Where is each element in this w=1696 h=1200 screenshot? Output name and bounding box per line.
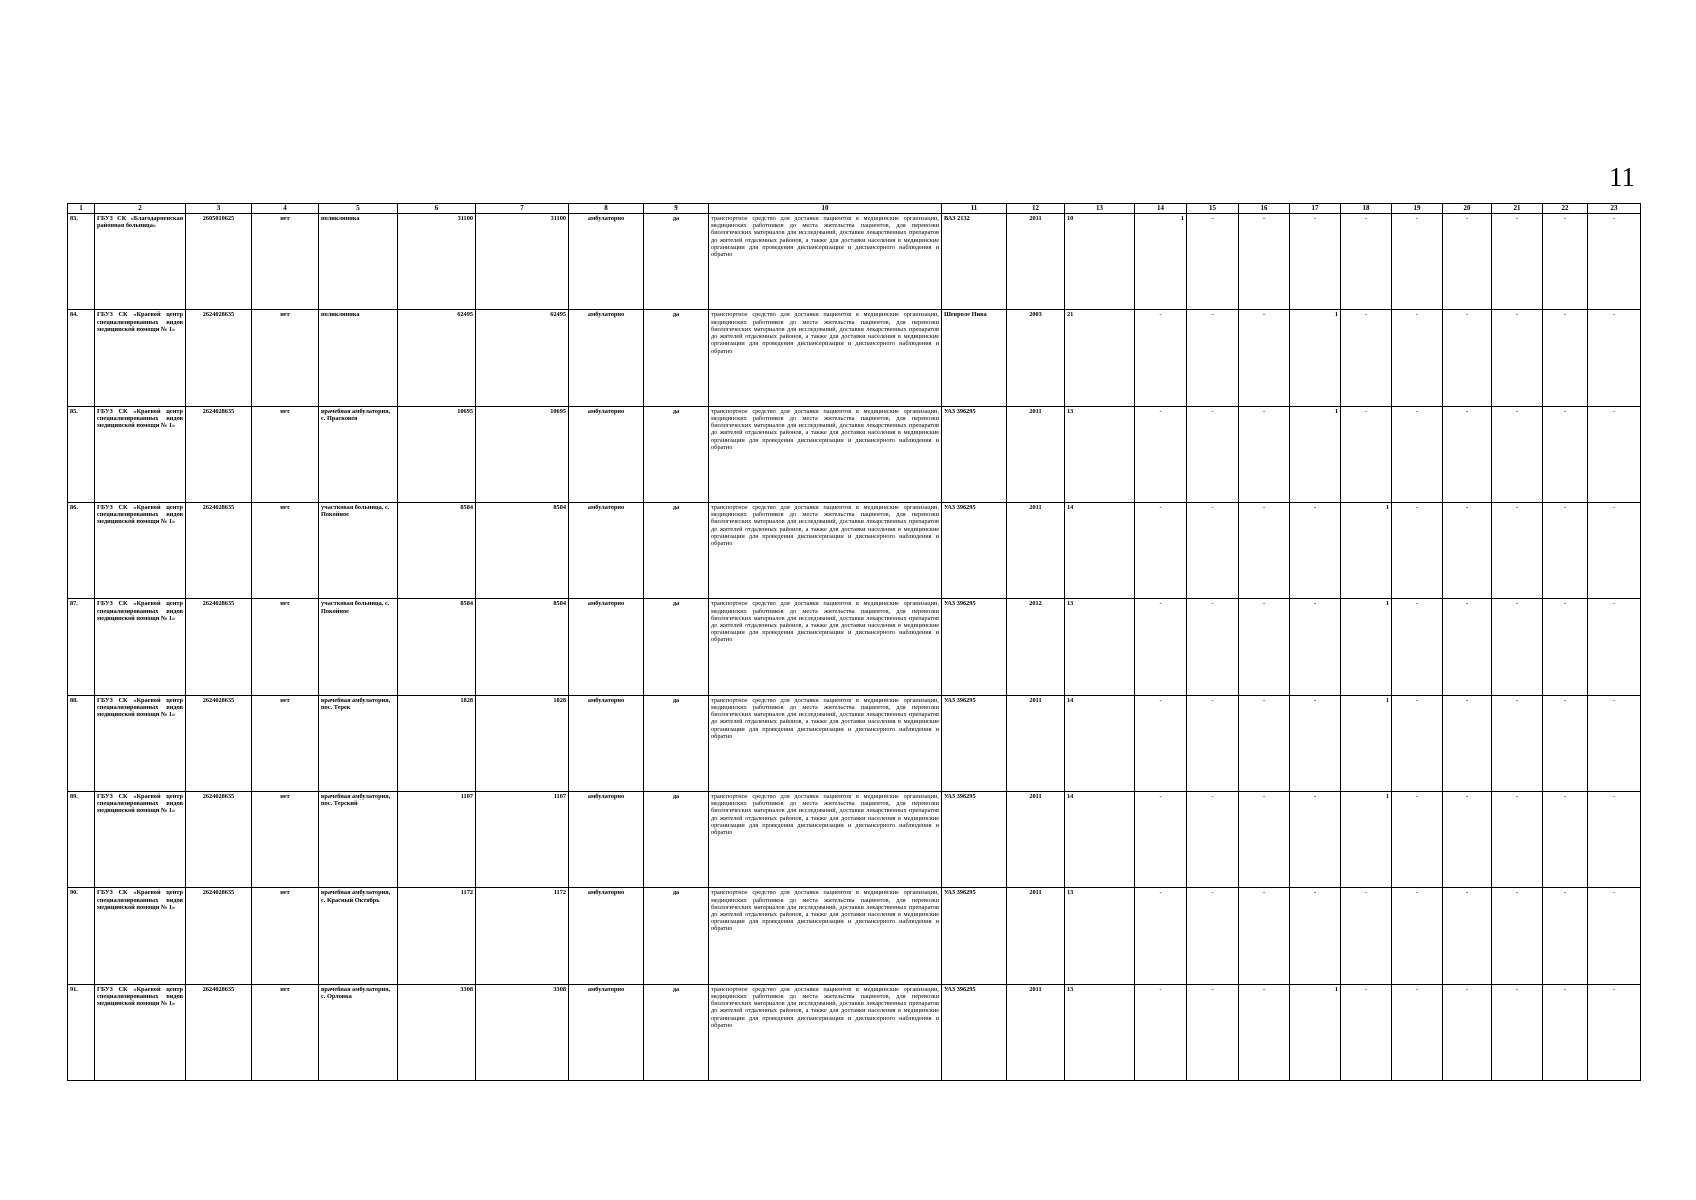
registry-table	[67, 203, 1641, 1081]
vehicle-purpose: транспортное средство для доставки пациентов в медицинские организации, медицинских работников до места жительства пациентов, для перевозки биологических материалов для исследований, доставки лекарственных препаратов до жителей отдаленных районов, а также для доставки населения в медицинские организации для проведения диспансеризации и диспансерного наблюдения и обратно	[709, 406, 942, 502]
vehicle-model: ВАЗ 2132	[942, 214, 1007, 310]
table-row	[68, 214, 1641, 310]
column-header: 19	[1392, 204, 1443, 214]
indicator-cell: -	[1239, 599, 1290, 695]
indicator-cell: -	[1135, 599, 1187, 695]
row-number: 83.	[68, 214, 95, 310]
indicator-cell: -	[1492, 214, 1543, 310]
inn-code: 2624028635	[186, 888, 252, 984]
indicator-cell: -	[1588, 984, 1641, 1080]
need-flag: да	[644, 888, 709, 984]
row-number: 85.	[68, 406, 95, 502]
indicator-cell: -	[1492, 791, 1543, 887]
indicator-cell: -	[1392, 502, 1443, 598]
vehicle-year: 2011	[1007, 695, 1065, 791]
indicator-cell: 1	[1341, 695, 1392, 791]
population-attached: 8584	[476, 502, 569, 598]
care-mode: амбулаторно	[569, 599, 644, 695]
inn-code: 2605010625	[186, 214, 252, 310]
indicator-cell: -	[1443, 310, 1492, 406]
row-number: 87.	[68, 599, 95, 695]
vehicle-year: 2011	[1007, 791, 1065, 887]
column-header: 2	[95, 204, 186, 214]
indicator-cell: -	[1135, 502, 1187, 598]
organization-name: ГБУЗ СК «Краевой центр специализированных видов медицинской помощи № 1»	[95, 888, 186, 984]
vehicle-purpose: транспортное средство для доставки пациентов в медицинские организации, медицинских работников до места жительства пациентов, для перевозки биологических материалов для исследований, доставки лекарственных препаратов до жителей отдаленных районов, а также для доставки населения в медицинские организации для проведения диспансеризации и диспансерного наблюдения и обратно	[709, 984, 942, 1080]
column-header: 17	[1290, 204, 1341, 214]
indicator-cell: -	[1290, 502, 1341, 598]
vehicle-age: 14	[1065, 502, 1135, 598]
indicator-cell: 1	[1341, 599, 1392, 695]
vehicle-purpose: транспортное средство для доставки пациентов в медицинские организации, медицинских работников до места жительства пациентов, для перевозки биологических материалов для исследований, доставки лекарственных препаратов до жителей отдаленных районов, а также для доставки населения в медицинские организации для проведения диспансеризации и диспансерного наблюдения и обратно	[709, 599, 942, 695]
row-number: 90.	[68, 888, 95, 984]
indicator-cell: -	[1543, 695, 1588, 791]
vehicle-age: 10	[1065, 214, 1135, 310]
indicator-cell: 1	[1341, 791, 1392, 887]
indicator-cell: -	[1239, 695, 1290, 791]
indicator-cell: -	[1588, 502, 1641, 598]
population-served: 1828	[398, 695, 476, 791]
indicator-cell: -	[1290, 791, 1341, 887]
indicator-cell: -	[1543, 406, 1588, 502]
indicator-cell: -	[1443, 695, 1492, 791]
indicator-cell: -	[1492, 888, 1543, 984]
table-row	[68, 695, 1641, 791]
indicator-cell: -	[1341, 310, 1392, 406]
vehicle-age: 14	[1065, 791, 1135, 887]
indicator-cell: -	[1443, 406, 1492, 502]
unit-name: врачебная амбулатория, с. Прасковея	[319, 406, 398, 502]
indicator-cell: -	[1290, 888, 1341, 984]
indicator-cell: -	[1187, 214, 1239, 310]
table-row	[68, 599, 1641, 695]
population-served: 8584	[398, 599, 476, 695]
column-header: 5	[319, 204, 398, 214]
indicator-cell: -	[1290, 214, 1341, 310]
ownership-flag: нет	[252, 791, 319, 887]
indicator-cell: -	[1239, 214, 1290, 310]
ownership-flag: нет	[252, 214, 319, 310]
population-attached: 1107	[476, 791, 569, 887]
ownership-flag: нет	[252, 310, 319, 406]
indicator-cell: -	[1187, 310, 1239, 406]
population-served: 1107	[398, 791, 476, 887]
need-flag: да	[644, 406, 709, 502]
indicator-cell: -	[1239, 310, 1290, 406]
indicator-cell: -	[1187, 406, 1239, 502]
population-served: 62495	[398, 310, 476, 406]
vehicle-age: 13	[1065, 984, 1135, 1080]
indicator-cell: -	[1543, 791, 1588, 887]
unit-name: поликлиника	[319, 310, 398, 406]
column-header: 18	[1341, 204, 1392, 214]
indicator-cell: -	[1392, 888, 1443, 984]
column-header: 8	[569, 204, 644, 214]
indicator-cell: -	[1392, 310, 1443, 406]
unit-name: врачебная амбулатория, с. Красный Октябрь	[319, 888, 398, 984]
indicator-cell: 1	[1290, 984, 1341, 1080]
table-row	[68, 984, 1641, 1080]
organization-name: ГБУЗ СК «Краевой центр специализированных видов медицинской помощи № 1»	[95, 310, 186, 406]
inn-code: 2624028635	[186, 502, 252, 598]
need-flag: да	[644, 695, 709, 791]
column-header: 6	[398, 204, 476, 214]
row-number: 89.	[68, 791, 95, 887]
indicator-cell: -	[1443, 791, 1492, 887]
indicator-cell: -	[1443, 599, 1492, 695]
indicator-cell: -	[1392, 695, 1443, 791]
indicator-cell: -	[1443, 214, 1492, 310]
indicator-cell: -	[1341, 888, 1392, 984]
indicator-cell: 1	[1135, 214, 1187, 310]
vehicle-model: УАЗ 396295	[942, 888, 1007, 984]
vehicle-age: 13	[1065, 406, 1135, 502]
indicator-cell: -	[1543, 984, 1588, 1080]
indicator-cell: -	[1341, 984, 1392, 1080]
vehicle-model: УАЗ 396295	[942, 791, 1007, 887]
column-header: 3	[186, 204, 252, 214]
vehicle-model: УАЗ 396295	[942, 984, 1007, 1080]
indicator-cell: -	[1135, 695, 1187, 791]
care-mode: амбулаторно	[569, 502, 644, 598]
ownership-flag: нет	[252, 406, 319, 502]
indicator-cell: -	[1239, 502, 1290, 598]
care-mode: амбулаторно	[569, 695, 644, 791]
organization-name: ГБУЗ СК «Благодарненская районная больница»	[95, 214, 186, 310]
table-row	[68, 310, 1641, 406]
vehicle-year: 2011	[1007, 214, 1065, 310]
need-flag: да	[644, 984, 709, 1080]
indicator-cell: -	[1187, 695, 1239, 791]
vehicle-age: 14	[1065, 695, 1135, 791]
indicator-cell: -	[1588, 406, 1641, 502]
indicator-cell: -	[1588, 310, 1641, 406]
vehicle-year: 2011	[1007, 502, 1065, 598]
population-attached: 62495	[476, 310, 569, 406]
need-flag: да	[644, 502, 709, 598]
indicator-cell: -	[1239, 888, 1290, 984]
vehicle-model: УАЗ 396295	[942, 695, 1007, 791]
column-header: 22	[1543, 204, 1588, 214]
care-mode: амбулаторно	[569, 888, 644, 984]
vehicle-model: УАЗ 396295	[942, 502, 1007, 598]
care-mode: амбулаторно	[569, 791, 644, 887]
indicator-cell: -	[1392, 791, 1443, 887]
page-number: 11	[1609, 162, 1635, 192]
row-number: 91.	[68, 984, 95, 1080]
registry-sheet	[67, 203, 1635, 1081]
unit-name: врачебная амбулатория, с. Орловка	[319, 984, 398, 1080]
indicator-cell: 1	[1341, 502, 1392, 598]
indicator-cell: -	[1492, 502, 1543, 598]
population-attached: 1172	[476, 888, 569, 984]
indicator-cell: -	[1187, 791, 1239, 887]
indicator-cell: -	[1492, 984, 1543, 1080]
indicator-cell: -	[1443, 888, 1492, 984]
organization-name: ГБУЗ СК «Краевой центр специализированных видов медицинской помощи № 1»	[95, 599, 186, 695]
column-header: 12	[1007, 204, 1065, 214]
care-mode: амбулаторно	[569, 310, 644, 406]
column-header: 1	[68, 204, 95, 214]
population-served: 1172	[398, 888, 476, 984]
indicator-cell: -	[1341, 214, 1392, 310]
indicator-cell: -	[1187, 984, 1239, 1080]
organization-name: ГБУЗ СК «Краевой центр специализированных видов медицинской помощи № 1»	[95, 695, 186, 791]
indicator-cell: -	[1543, 599, 1588, 695]
population-served: 8584	[398, 502, 476, 598]
indicator-cell: -	[1588, 888, 1641, 984]
indicator-cell: -	[1543, 888, 1588, 984]
indicator-cell: 1	[1290, 406, 1341, 502]
vehicle-model: УАЗ 396295	[942, 599, 1007, 695]
column-header: 21	[1492, 204, 1543, 214]
column-header: 14	[1135, 204, 1187, 214]
indicator-cell: -	[1135, 888, 1187, 984]
vehicle-year: 2011	[1007, 984, 1065, 1080]
care-mode: амбулаторно	[569, 406, 644, 502]
column-header: 10	[709, 204, 942, 214]
population-attached: 10695	[476, 406, 569, 502]
care-mode: амбулаторно	[569, 984, 644, 1080]
row-number: 88.	[68, 695, 95, 791]
population-served: 31100	[398, 214, 476, 310]
vehicle-purpose: транспортное средство для доставки пациентов в медицинские организации, медицинских работников до места жительства пациентов, для перевозки биологических материалов для исследований, доставки лекарственных препаратов до жителей отдаленных районов, а также для доставки населения в медицинские организации для проведения диспансеризации и диспансерного наблюдения и обратно	[709, 888, 942, 984]
indicator-cell: -	[1492, 695, 1543, 791]
table-body	[68, 214, 1641, 1081]
organization-name: ГБУЗ СК «Краевой центр специализированных видов медицинской помощи № 1»	[95, 791, 186, 887]
indicator-cell: -	[1443, 502, 1492, 598]
indicator-cell: -	[1187, 888, 1239, 984]
organization-name: ГБУЗ СК «Краевой центр специализированных видов медицинской помощи № 1»	[95, 502, 186, 598]
column-header: 4	[252, 204, 319, 214]
need-flag: да	[644, 214, 709, 310]
vehicle-purpose: транспортное средство для доставки пациентов в медицинские организации, медицинских работников до места жительства пациентов, для перевозки биологических материалов для исследований, доставки лекарственных препаратов до жителей отдаленных районов, а также для доставки населения в медицинские организации для проведения диспансеризации и диспансерного наблюдения и обратно	[709, 502, 942, 598]
inn-code: 2624028635	[186, 791, 252, 887]
table-row	[68, 791, 1641, 887]
vehicle-age: 13	[1065, 599, 1135, 695]
indicator-cell: -	[1239, 791, 1290, 887]
row-number: 84.	[68, 310, 95, 406]
indicator-cell: -	[1588, 214, 1641, 310]
indicator-cell: -	[1135, 984, 1187, 1080]
vehicle-year: 2003	[1007, 310, 1065, 406]
ownership-flag: нет	[252, 888, 319, 984]
unit-name: участковая больница, с. Покойное	[319, 502, 398, 598]
vehicle-purpose: транспортное средство для доставки пациентов в медицинские организации, медицинских работников до места жительства пациентов, для перевозки биологических материалов для исследований, доставки лекарственных препаратов до жителей отдаленных районов, а также для доставки населения в медицинские организации для проведения диспансеризации и диспансерного наблюдения и обратно	[709, 214, 942, 310]
indicator-cell: -	[1492, 406, 1543, 502]
indicator-cell: -	[1290, 599, 1341, 695]
inn-code: 2624028635	[186, 406, 252, 502]
need-flag: да	[644, 599, 709, 695]
ownership-flag: нет	[252, 599, 319, 695]
unit-name: поликлиника	[319, 214, 398, 310]
population-attached: 8584	[476, 599, 569, 695]
indicator-cell: -	[1239, 406, 1290, 502]
indicator-cell: -	[1290, 695, 1341, 791]
indicator-cell: -	[1392, 214, 1443, 310]
need-flag: да	[644, 791, 709, 887]
unit-name: врачебная амбулатория, пос. Терек	[319, 695, 398, 791]
vehicle-purpose: транспортное средство для доставки пациентов в медицинские организации, медицинских работников до места жительства пациентов, для перевозки биологических материалов для исследований, доставки лекарственных препаратов до жителей отдаленных районов, а также для доставки населения в медицинские организации для проведения диспансеризации и диспансерного наблюдения и обратно	[709, 695, 942, 791]
column-header: 23	[1588, 204, 1641, 214]
organization-name: ГБУЗ СК «Краевой центр специализированных видов медицинской помощи № 1»	[95, 406, 186, 502]
column-number-row	[68, 204, 1641, 214]
table-row	[68, 502, 1641, 598]
care-mode: амбулаторно	[569, 214, 644, 310]
unit-name: врачебная амбулатория, пос. Терский	[319, 791, 398, 887]
indicator-cell: -	[1341, 406, 1392, 502]
column-header: 16	[1239, 204, 1290, 214]
column-header: 15	[1187, 204, 1239, 214]
vehicle-age: 13	[1065, 888, 1135, 984]
ownership-flag: нет	[252, 695, 319, 791]
indicator-cell: -	[1443, 984, 1492, 1080]
indicator-cell: -	[1187, 599, 1239, 695]
vehicle-year: 2011	[1007, 406, 1065, 502]
population-served: 10695	[398, 406, 476, 502]
indicator-cell: -	[1392, 984, 1443, 1080]
vehicle-year: 2012	[1007, 599, 1065, 695]
indicator-cell: -	[1187, 502, 1239, 598]
indicator-cell: -	[1135, 310, 1187, 406]
column-header: 9	[644, 204, 709, 214]
indicator-cell: -	[1543, 502, 1588, 598]
inn-code: 2624028635	[186, 310, 252, 406]
indicator-cell: 1	[1290, 310, 1341, 406]
inn-code: 2624028635	[186, 599, 252, 695]
indicator-cell: -	[1492, 599, 1543, 695]
indicator-cell: -	[1588, 599, 1641, 695]
indicator-cell: -	[1239, 984, 1290, 1080]
organization-name: ГБУЗ СК «Краевой центр специализированных видов медицинской помощи № 1»	[95, 984, 186, 1080]
column-header: 11	[942, 204, 1007, 214]
column-header: 20	[1443, 204, 1492, 214]
vehicle-age: 21	[1065, 310, 1135, 406]
table-row	[68, 888, 1641, 984]
indicator-cell: -	[1588, 791, 1641, 887]
ownership-flag: нет	[252, 984, 319, 1080]
population-attached: 3308	[476, 984, 569, 1080]
unit-name: участковая больница, с. Покойное	[319, 599, 398, 695]
population-attached: 1828	[476, 695, 569, 791]
row-number: 86.	[68, 502, 95, 598]
ownership-flag: нет	[252, 502, 319, 598]
table-row	[68, 406, 1641, 502]
column-header: 13	[1065, 204, 1135, 214]
indicator-cell: -	[1392, 406, 1443, 502]
indicator-cell: -	[1392, 599, 1443, 695]
population-attached: 31100	[476, 214, 569, 310]
vehicle-year: 2011	[1007, 888, 1065, 984]
vehicle-model: УАЗ 396295	[942, 406, 1007, 502]
vehicle-purpose: транспортное средство для доставки пациентов в медицинские организации, медицинских работников до места жительства пациентов, для перевозки биологических материалов для исследований, доставки лекарственных препаратов до жителей отдаленных районов, а также для доставки населения в медицинские организации для проведения диспансеризации и диспансерного наблюдения и обратно	[709, 310, 942, 406]
vehicle-model: Шевроле Нива	[942, 310, 1007, 406]
indicator-cell: -	[1135, 406, 1187, 502]
indicator-cell: -	[1135, 791, 1187, 887]
inn-code: 2624028635	[186, 984, 252, 1080]
column-header: 7	[476, 204, 569, 214]
indicator-cell: -	[1492, 310, 1543, 406]
need-flag: да	[644, 310, 709, 406]
vehicle-purpose: транспортное средство для доставки пациентов в медицинские организации, медицинских работников до места жительства пациентов, для перевозки биологических материалов для исследований, доставки лекарственных препаратов до жителей отдаленных районов, а также для доставки населения в медицинские организации для проведения диспансеризации и диспансерного наблюдения и обратно	[709, 791, 942, 887]
indicator-cell: -	[1588, 695, 1641, 791]
indicator-cell: -	[1543, 310, 1588, 406]
indicator-cell: -	[1543, 214, 1588, 310]
inn-code: 2624028635	[186, 695, 252, 791]
population-served: 3308	[398, 984, 476, 1080]
table-header	[68, 204, 1641, 214]
